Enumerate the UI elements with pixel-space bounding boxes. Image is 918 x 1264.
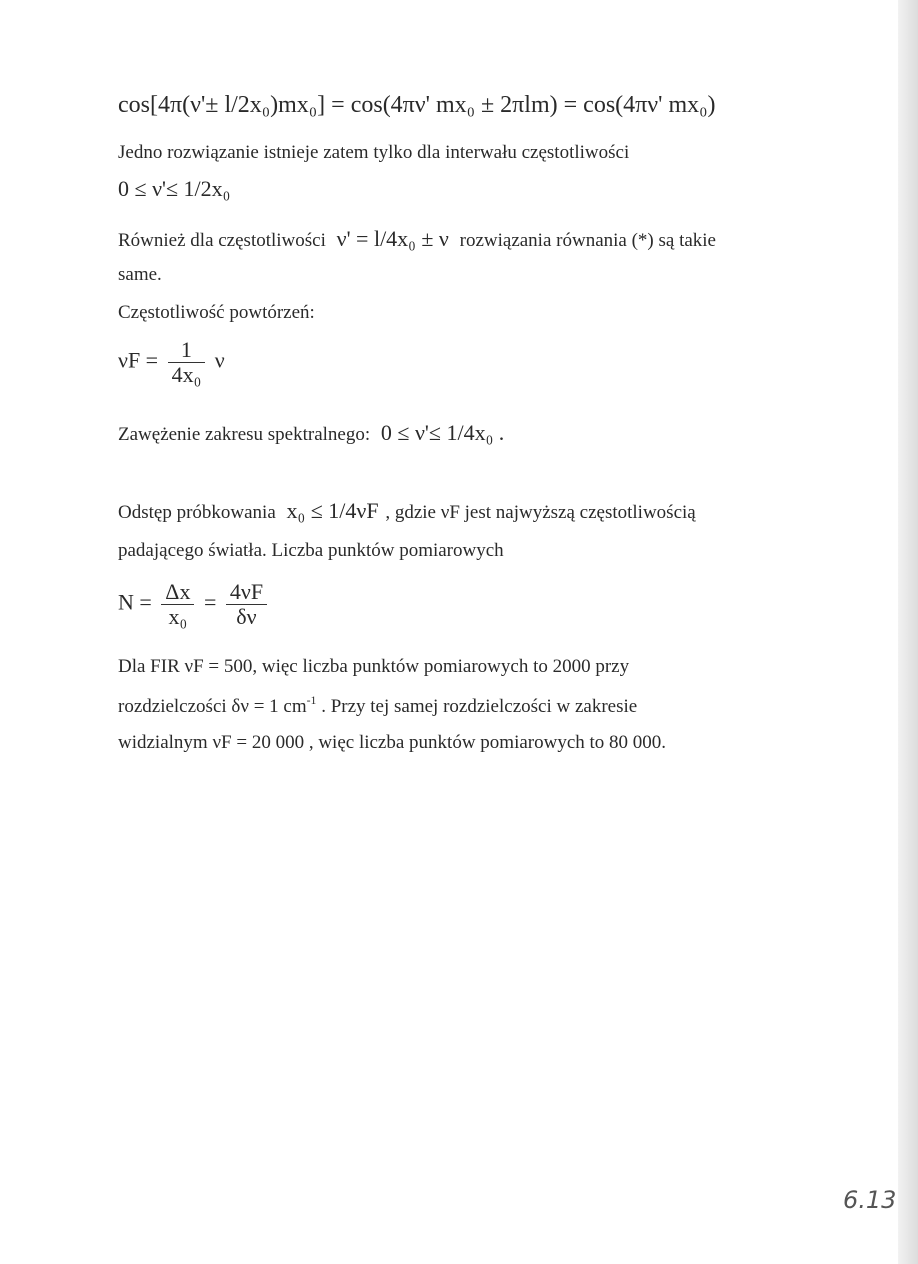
page-number: 6.13 bbox=[843, 1186, 897, 1214]
text-line: Dla FIR νF = 500, więc liczba punktów pomiarowych to 2000 przy bbox=[118, 656, 630, 677]
equation-rhs: ν bbox=[214, 347, 225, 373]
fraction-denominator: x₀ bbox=[168, 604, 188, 630]
equation-interval bbox=[118, 176, 230, 202]
paragraph-line bbox=[118, 302, 315, 324]
fraction-denominator: 4x₀ bbox=[171, 362, 202, 388]
inline-equation: ν' = l/4x₀ ± ν bbox=[336, 226, 449, 251]
paragraph-line bbox=[118, 732, 666, 754]
equation-repetition-frequency bbox=[118, 338, 225, 387]
text-line: Częstotliwość powtórzeń: bbox=[118, 302, 315, 323]
text-line: Zawężenie zakresu spektralnego: bbox=[118, 424, 371, 445]
fraction bbox=[161, 580, 194, 629]
paragraph-line bbox=[118, 498, 696, 524]
text-line: . Przy tej samej rozdzielczości w zakresie bbox=[316, 696, 638, 718]
fraction-numerator: 1 bbox=[168, 338, 206, 363]
text-line: same. bbox=[118, 264, 162, 285]
text-line: Odstęp próbkowania bbox=[118, 502, 276, 523]
text-line: rozwiązania równania (*) są takie bbox=[459, 230, 716, 251]
fraction-numerator: Δx bbox=[161, 580, 194, 605]
paragraph-line bbox=[118, 142, 629, 164]
fraction bbox=[168, 338, 206, 387]
equation-point-count bbox=[118, 580, 271, 629]
equation-lhs: νF = bbox=[118, 347, 159, 373]
text-line: , gdzie νF jest najwyższą częstotliwością bbox=[385, 502, 696, 523]
equation-interval-text: 0 ≤ ν'≤ 1/2x₀ bbox=[118, 176, 231, 201]
text-line: widzialnym νF = 20 000 , więc liczba punktów pomiarowych to 80 000. bbox=[118, 732, 667, 753]
fraction-denominator: δν bbox=[236, 604, 257, 630]
paragraph-line bbox=[118, 656, 629, 678]
paragraph-line bbox=[118, 264, 162, 286]
equation-cos-text: cos[4π(ν'± l/2x₀)mx₀] = cos(4πν' mx₀ ± 2πlm) = cos(4πν' mx₀) bbox=[118, 92, 716, 118]
scan-edge-shadow bbox=[898, 0, 918, 1264]
equals-sign: = bbox=[203, 589, 217, 615]
equation-cos bbox=[118, 92, 715, 119]
paragraph-line bbox=[118, 540, 504, 562]
text-line: rozdzielczości δν = 1 cm bbox=[118, 696, 307, 718]
paragraph-line bbox=[118, 694, 637, 718]
superscript: -1 bbox=[306, 694, 317, 707]
text-line: Również dla częstotliwości bbox=[118, 230, 326, 251]
equation-lhs: N = bbox=[118, 589, 152, 615]
text-line: Jedno rozwiązanie istnieje zatem tylko dla interwału częstotliwości bbox=[118, 142, 630, 163]
inline-equation: x₀ ≤ 1/4νF bbox=[286, 498, 379, 523]
text-line: padającego światła. Liczba punktów pomiarowych bbox=[118, 540, 504, 561]
paragraph-line bbox=[118, 420, 504, 446]
fraction bbox=[226, 580, 267, 629]
paragraph-line bbox=[118, 226, 716, 252]
inline-equation: 0 ≤ ν'≤ 1/4x₀ . bbox=[380, 420, 505, 445]
fraction-numerator: 4νF bbox=[226, 580, 267, 605]
